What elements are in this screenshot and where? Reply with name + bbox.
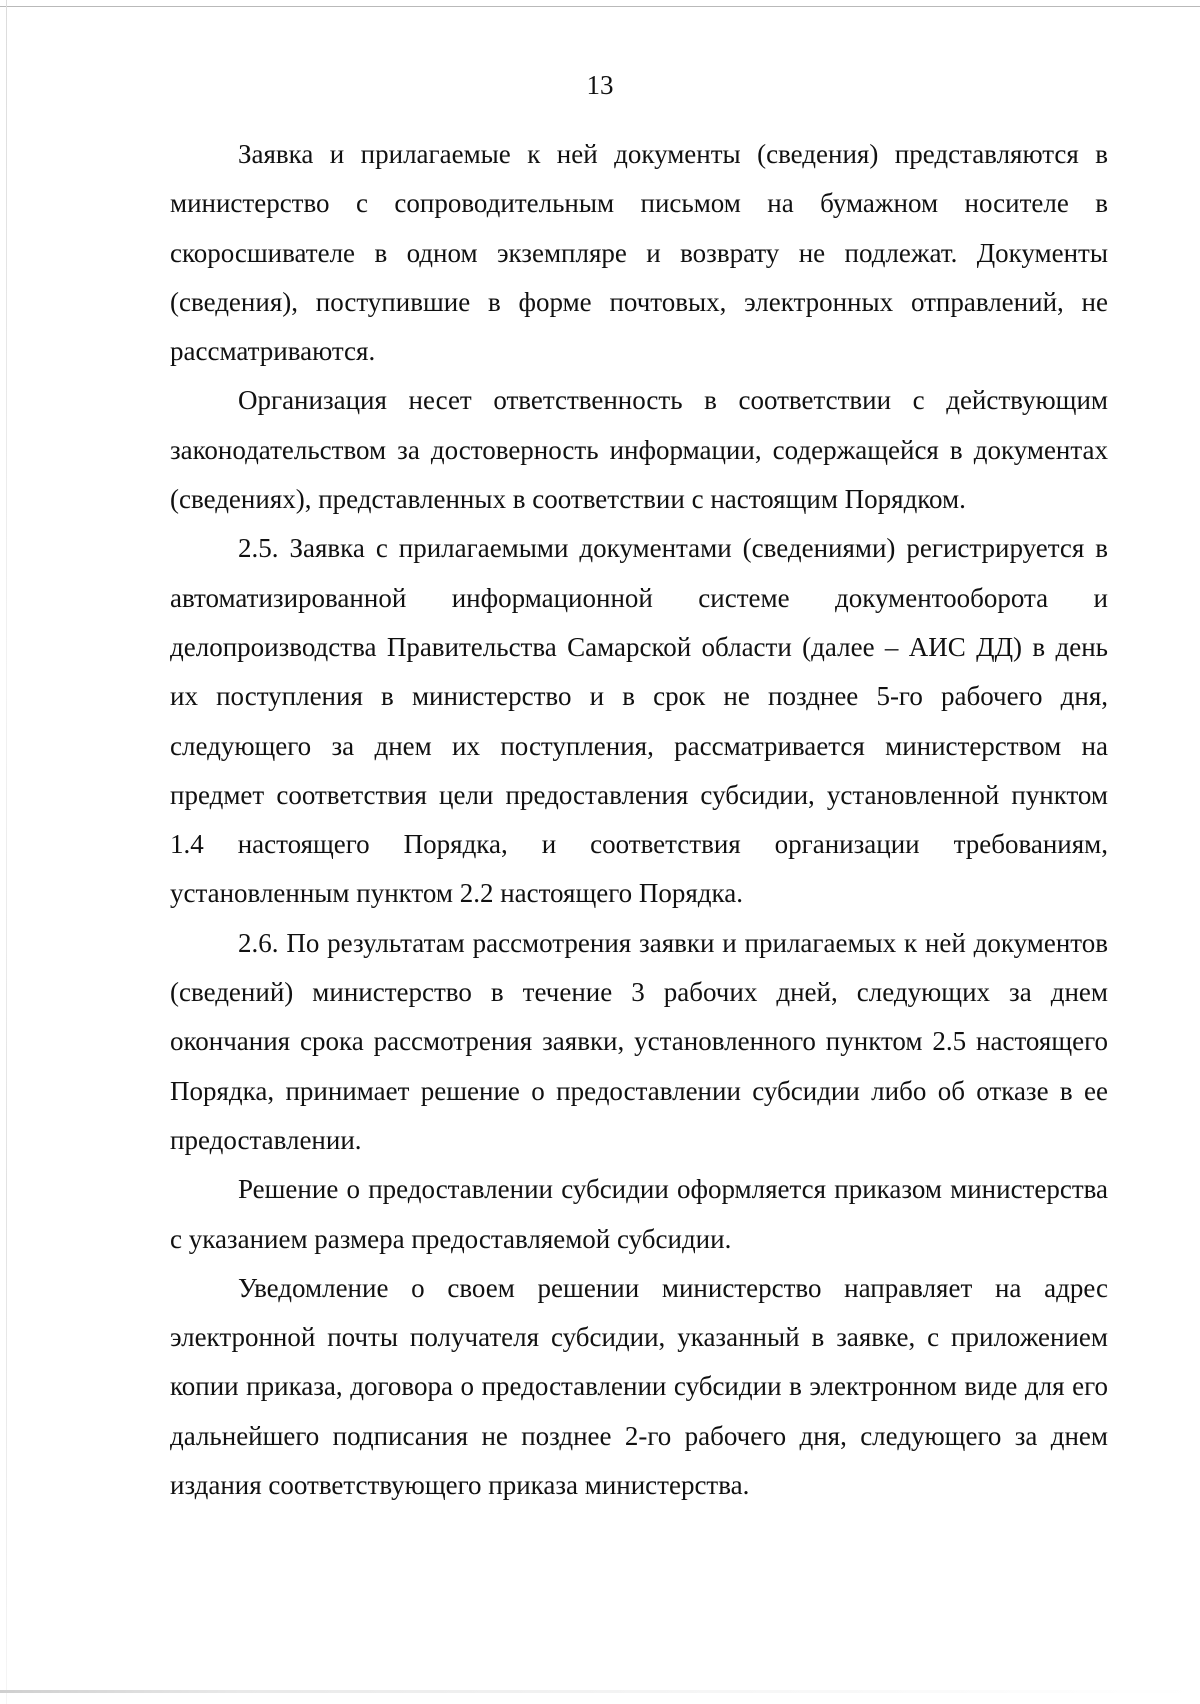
paragraph-2-5-registration: 2.5. Заявка с прилагаемыми документами (сведениями) регистрируется в автоматизированной информационной системе документооборота и делопроизводства Правительства Самарской области (далее – АИС ДД) в день их поступления в министерство и в срок не позднее 5-го рабочего дня, следующего за днем их поступления, рассматривается министерством на предмет соответствия цели предоставления субсидии, установленной пунктом 1.4 настоящего Порядка, и соответствия организации требованиям, установленным пунктом 2.2 настоящего Порядка. xyxy=(170,533,1108,909)
paragraph-notification: Уведомление о своем решении министерство направляет на адрес электронной почты получателя субсидии, указанный в заявке, с приложением копии приказа, договора о предоставлении субсидии в электронном виде для его дальнейшего подписания не позднее 2-го рабочего дня, следующего за днем издания соответствующего приказа министерства. xyxy=(170,1272,1108,1501)
paragraph-organization-responsibility: Организация несет ответственность в соответствии с действующим законодательством за достоверность информации, содержащейся в документах (сведениях), представленных в соответствии с настоящим Порядком. xyxy=(170,385,1108,515)
paragraph-decision-order: Решение о предоставлении субсидии оформляется приказом министерства с указанием размера предоставляемой субсидии. xyxy=(170,1174,1108,1254)
scan-edge-top xyxy=(0,6,1200,7)
paragraph-application-submission: Заявка и прилагаемые к ней документы (сведения) представляются в министерство с сопроводительным письмом на бумажном носителе в скоросшивателе в одном экземпляре и возврату не подлежат. Документы (сведения), поступившие в форме почтовых, электронных отправлений, не рассматриваются. xyxy=(170,139,1108,367)
scan-edge-left xyxy=(6,0,7,1704)
scan-edge-bottom xyxy=(0,1690,1200,1693)
page-number: 13 xyxy=(586,70,614,100)
paragraph-2-6-decision: 2.6. По результатам рассмотрения заявки и прилагаемых к ней документов (сведений) министерство в течение 3 рабочих дней, следующих за днем окончания срока рассмотрения заявки, установленного пунктом 2.5 настоящего Порядка, принимает решение о предоставлении субсидии либо об отказе в ее предоставлении. xyxy=(170,927,1108,1155)
document-body xyxy=(170,130,1108,1510)
